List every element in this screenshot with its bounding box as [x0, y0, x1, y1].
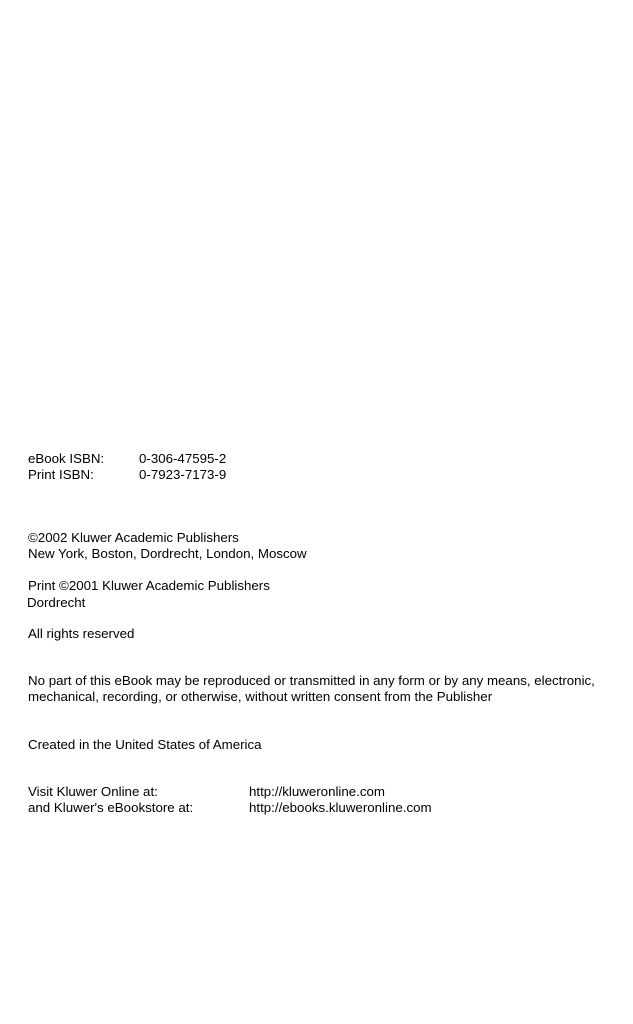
- created-in: Created in the United States of America: [28, 737, 262, 752]
- ebook-copyright: ©2002 Kluwer Academic Publishers: [28, 530, 239, 545]
- ebook-isbn-label: eBook ISBN:: [28, 451, 105, 466]
- print-copyright: Print ©2001 Kluwer Academic Publishers: [28, 578, 270, 593]
- rights-reserved: All rights reserved: [28, 626, 135, 641]
- print-location: Dordrecht: [27, 595, 86, 610]
- print-isbn-label: Print ISBN:: [28, 467, 94, 482]
- store-url[interactable]: http://ebooks.kluweronline.com: [249, 800, 432, 815]
- online-url[interactable]: http://kluweronline.com: [249, 784, 385, 799]
- store-label: and Kluwer's eBookstore at:: [28, 800, 194, 815]
- publisher-locations: New York, Boston, Dordrecht, London, Moscow: [28, 546, 307, 561]
- disclaimer-line-1: No part of this eBook may be reproduced or transmitted in any form or by any means, electronic,: [28, 673, 595, 688]
- ebook-isbn-value: 0-306-47595-2: [139, 451, 227, 466]
- online-label: Visit Kluwer Online at:: [28, 784, 158, 799]
- print-isbn-value: 0-7923-7173-9: [139, 467, 227, 482]
- disclaimer-line-2: mechanical, recording, or otherwise, without written consent from the Publisher: [28, 689, 493, 704]
